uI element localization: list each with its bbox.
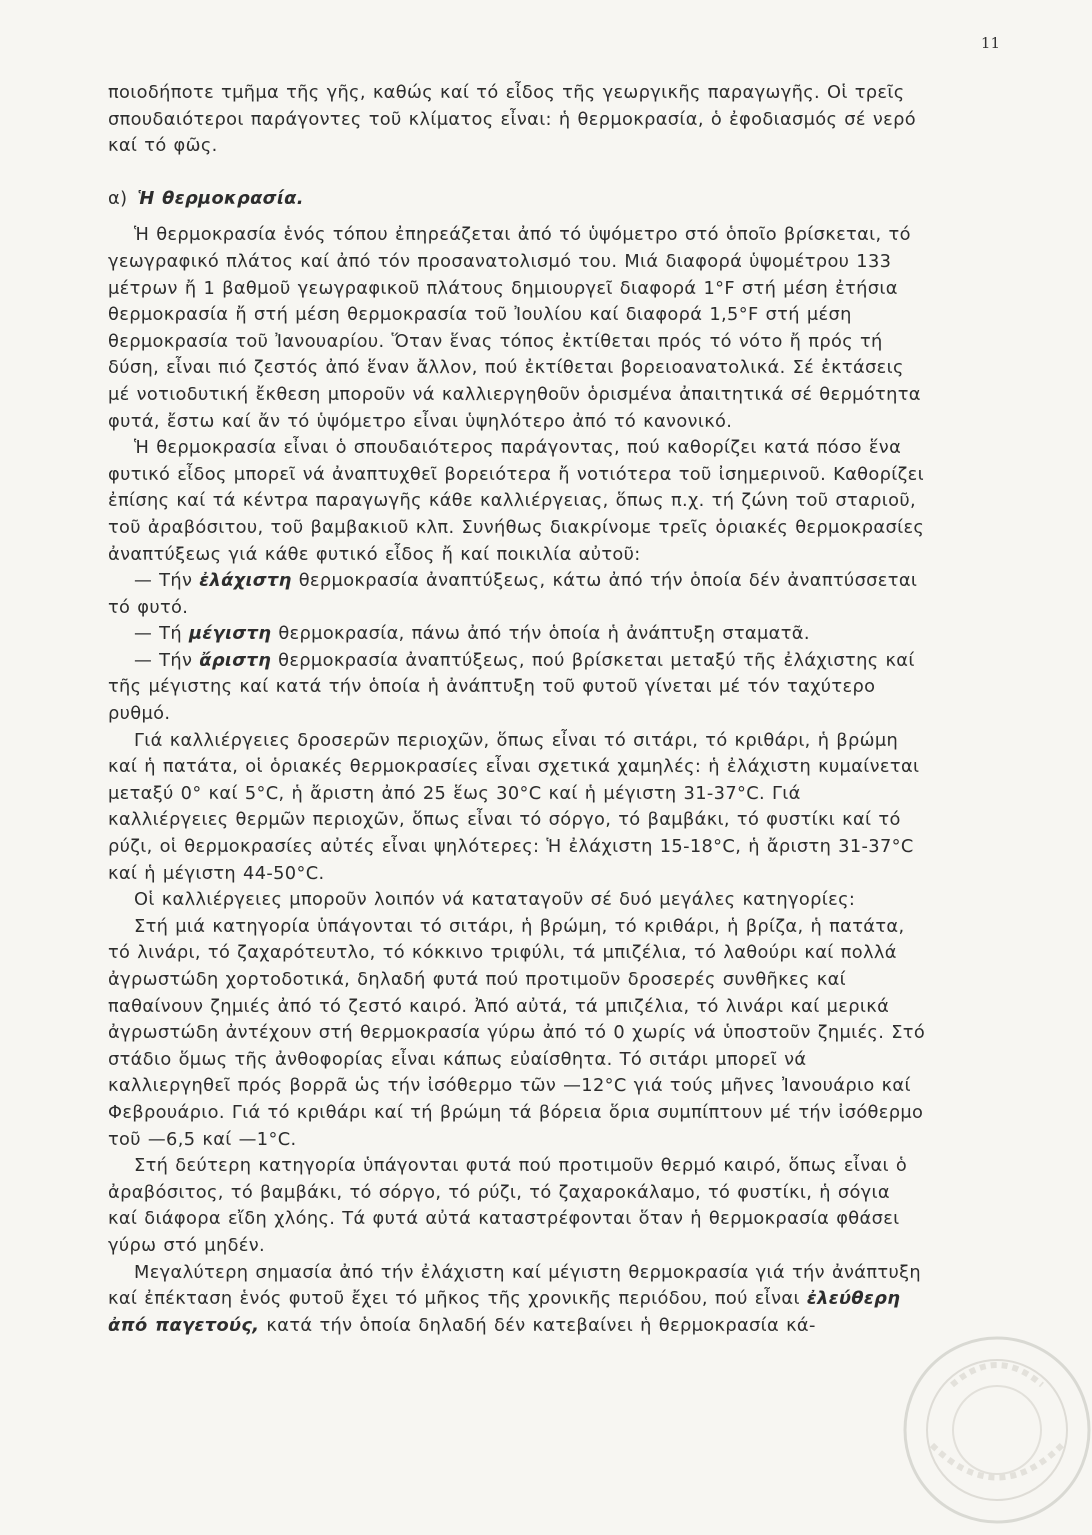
list-item-maximum: — Τή μέγιστη θερμοκρασία, πάνω ἀπό τήν ὁποία ἡ ἀνάπτυξη σταματᾶ. — [134, 623, 810, 645]
intro-paragraph: ποιοδήποτε τμῆμα τῆς γῆς, καθώς καί τό εἶδος τῆς γεωργικῆς παραγωγῆς. Οἱ τρεῖς σπουδαιότεροι παράγοντες τοῦ κλίματος εἶναι: ἡ θερμοκρασία, ὁ ἐφοδιασμός σέ νερό καί τό φῶς. — [108, 82, 917, 157]
section-title: Ἡ θερμοκρασία. — [137, 187, 304, 209]
page-number: 11 — [980, 34, 1000, 52]
list-item-minimum: — Τήν ἐλάχιστη θερμοκρασία ἀναπτύξεως, κάτω ἀπό τήν ὁποία δέν ἀναπτύσσεται τό φυτό. — [108, 570, 918, 618]
paragraph-temperature-factor: Ἡ θερμοκρασία εἶναι ὁ σπουδαιότερος παράγοντας, πού καθορίζει κατά πόσο ἕνα φυτικό εἶδος μπορεῖ νά ἀναπτυχθεῖ βορειότερα ἤ νοτιότερα τοῦ ἰσημερινοῦ. Καθορίζει ἐπίσης καί τά κέντρα παραγωγῆς κάθε καλλιέργειας, ὅπως π.χ. τή ζώνη τοῦ σταριοῦ, τοῦ ἀραβόσιτου, τοῦ βαμβακιοῦ κλπ. Συνήθως διακρίνομε τρεῖς ὁριακές θερμοκρασίες ἀναπτύξεως γιά κάθε φυτικό εἶδος ἤ καί ποικιλία αὐτοῦ: — [108, 437, 925, 565]
paragraph-frost-free: Μεγαλύτερη σημασία ἀπό τήν ἐλάχιστη καί μέγιστη θερμοκρασία γιά τήν ἀνάπτυξη καί ἐπέκταση ἑνός φυτοῦ ἔχει τό μῆκος τῆς χρονικῆς περιόδου, πού εἶναι ἐλεύθερη ἀπό παγετούς, κατά τήν ὁποία δηλαδή δέν κατεβαίνει ἡ θερμοκρασία κά- — [108, 1261, 921, 1336]
paragraph-first-category: Στή μιά κατηγορία ὑπάγονται τό σιτάρι, ἡ βρώμη, τό κριθάρι, ἡ βρίζα, ἡ πατάτα, τό λινάρι, τό ζαχαρότευτλο, τό κόκκινο τριφύλι, τά μπιζέλια, τό λαθούρι καί πολλά ἀγρωστώδη χορτοδοτικά, δηλαδή φυτά πού προτιμοῦν δροσερές συνθῆκες καί παθαίνουν ζημιές ἀπό τό ζεστό καιρό. Ἀπό αὐτά, τά μπιζέλια, τό λινάρι καί μερικά ἀγρωστώδη ἀντέχουν στή θερμοκρασία γύρω ἀπό τό 0 χωρίς νά ὑποστοῦν ζημιές. Στό στάδιο ὅμως τῆς ἀνθοφορίας εἶναι κάπως εὐαίσθητα. Τό σιτάρι μπορεῖ νά καλλιεργηθεῖ πρός βορρᾶ ὡς τήν ἰσόθερμο τῶν —12°C γιά τούς μῆνες Ἰανουάριο καί Φεβρουάριο. Γιά τό κριθάρι καί τή βρώμη τά βόρεια ὅρια συμπίπτουν μέ τήν ἰσόθερμο τοῦ —6,5 καί —1°C. — [108, 915, 926, 1150]
paragraph-altitude: Ἡ θερμοκρασία ἑνός τόπου ἐπηρεάζεται ἀπό τό ὑψόμετρο στό ὁποῖο βρίσκεται, τό γεωγραφικό πλάτος καί ἀπό τόν προσανατολισμό του. Μιά διαφορά ὑψομέτρου 133 μέτρων ἤ 1 βαθμοῦ γεωγραφικοῦ πλάτους δημιουργεῖ διαφορά 1°F στή μέση ἐτήσια θερμοκρασία ἤ στή μέση θερμοκρασία τοῦ Ἰουλίου καί διαφορά 1,5°F στή μέση θερμοκρασία τοῦ Ἰανουαρίου. Ὅταν ἕνας τόπος ἐκτίθεται πρός τό νότο ἤ πρός τή δύση, εἶναι πιό ζεστός ἀπό ἕναν ἄλλον, πού ἐκτίθεται βορειοανατολικά. Σέ ἐκτάσεις μέ νοτιοδυτική ἔκθεση μποροῦν νά καλλιεργηθοῦν ὁρισμένα ἀπαιτητικά σέ θερμότητα φυτά, ἔστω καί ἄν τό ὑψόμετρο εἶναι ὑψηλότερο ἀπό τό κανονικό. — [108, 224, 921, 432]
library-stamp-watermark — [892, 1325, 1092, 1535]
term-frost-free: ἐλεύθερη ἀπό παγετούς, — [108, 1288, 901, 1336]
list-item-optimum: — Τήν ἄριστη θερμοκρασία ἀναπτύξεως, πού βρίσκεται μεταξύ τῆς ἐλάχιστης καί τῆς μέγιστης καί κατά τήν ὁποία ἡ ἀνάπτυξη τοῦ φυτοῦ γίνεται μέ τόν ταχύτερο ρυθμό. — [108, 649, 915, 725]
term-maximum: μέγιστη — [188, 623, 272, 645]
section-number: α) — [108, 187, 128, 209]
paragraph-cool-warm-crops: Γιά καλλιέργειες δροσερῶν περιοχῶν, ὅπως εἶναι τό σιτάρι, τό κριθάρι, ἡ βρώμη καί ἡ πατάτα, οἱ ὁριακές θερμοκρασίες εἶναι σχετικά χαμηλές: ἡ ἐλάχιστη κυμαίνεται μεταξύ 0° καί 5°C, ἡ ἄριστη ἀπό 25 ἕως 30°C καί ἡ μέγιστη 31-37°C. Γιά καλλιέργειες θερμῶν περιοχῶν, ὅπως εἶναι τό σόργο, τό βαμβάκι, τό φυστίκι καί τό ρύζι, οἱ θερμοκρασίες αὐτές εἶναι ψηλότερες: Ἡ ἐλάχιστη 15-18°C, ἡ ἄριστη 31-37°C καί ἡ μέγιστη 44-50°C. — [108, 729, 920, 884]
paragraph-second-category: Στή δεύτερη κατηγορία ὑπάγονται φυτά πού προτιμοῦν θερμό καιρό, ὅπως εἶναι ὁ ἀραβόσιτος, τό βαμβάκι, τό σόργο, τό ρύζι, τό ζαχαροκάλαμο, τό φυστίκι, ἡ σόγια καί διάφορα εἴδη χλόης. Τά φυτά αὐτά καταστρέφονται ὅταν ἡ θερμοκρασία φθάσει γύρω στό μηδέν. — [108, 1155, 908, 1256]
term-minimum: ἐλάχιστη — [199, 570, 292, 592]
section-heading — [108, 186, 926, 213]
body-text — [108, 80, 926, 1339]
term-optimum: ἄριστη — [199, 649, 272, 671]
paragraph-categories: Οἱ καλλιέργειες μποροῦν λοιπόν νά καταταγοῦν σέ δυό μεγάλες κατηγορίες: — [134, 889, 856, 911]
